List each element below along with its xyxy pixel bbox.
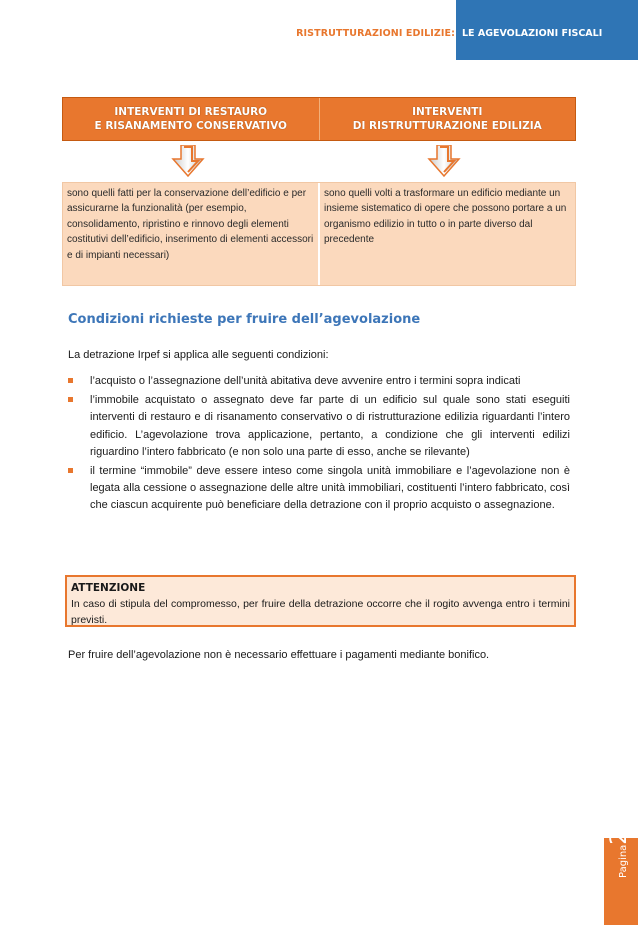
restauro-header-line1: INTERVENTI DI RESTAURO bbox=[114, 106, 268, 118]
ristrutturazione-header-line2: DI RISTRUTTURAZIONE EDILIZIA bbox=[352, 120, 542, 132]
restauro-description: sono quelli fatti per la conservazione dell’edificio e per assicurarne la funzionalità (per esempio, consolidamento, ripristino e rinnovo degli elementi costitutivi dell’edificio, inserimento di elementi accessori e di impianti necessari) bbox=[63, 183, 318, 285]
page-number-tab bbox=[604, 816, 638, 925]
attention-text: In caso di stipula del compromesso, per fruire della detrazione occorre che il rogito avvenga entro i termini previsti. bbox=[71, 598, 570, 626]
header-right-title: LE AGEVOLAZIONI FISCALI bbox=[456, 0, 638, 60]
ristrutturazione-header bbox=[319, 98, 576, 140]
square-bullet-icon bbox=[68, 397, 73, 402]
square-bullet-icon bbox=[68, 468, 73, 473]
attention-box bbox=[65, 575, 576, 627]
page-number bbox=[607, 817, 632, 878]
down-arrow-icon bbox=[427, 145, 461, 177]
list-item bbox=[68, 463, 570, 515]
ristrutturazione-header-line1: INTERVENTI bbox=[412, 106, 483, 118]
section-intro: La detrazione Irpef si applica alle seguenti condizioni: bbox=[68, 349, 329, 361]
restauro-header bbox=[63, 98, 319, 140]
ristrutturazione-description: sono quelli volti a trasformare un edificio mediante un insieme sistematico di opere che possono portare a un organismo edilizio in tutto o in parte diverso dal precedente bbox=[318, 183, 575, 285]
page-number-value: 23 bbox=[607, 816, 632, 845]
list-item-text: l’acquisto o l’assegnazione dell’unità abitativa deve avvenire entro i termini sopra indicati bbox=[90, 375, 521, 387]
header-left-title: RISTRUTTURAZIONI EDILIZIE: bbox=[296, 28, 455, 39]
conditions-list bbox=[68, 373, 570, 517]
list-item bbox=[68, 373, 570, 390]
down-arrow-icon bbox=[171, 145, 205, 177]
closing-paragraph: Per fruire dell’agevolazione non è necessario effettuare i pagamenti mediante bonifico. bbox=[68, 649, 490, 661]
attention-title: ATTENZIONE bbox=[71, 582, 146, 594]
section-heading: Condizioni richieste per fruire dell’agevolazione bbox=[68, 312, 421, 327]
restauro-header-line2: E RISANAMENTO CONSERVATIVO bbox=[94, 120, 287, 132]
list-item-text: il termine “immobile” deve essere inteso come singola unità immobiliare e l’agevolazione non è legata alla cessione o assegnazione delle altre unità immobiliari, costituenti l’intero fabbricato, così che ciascun acquirente può beneficiare della detrazione con il proprio acquisto o assegnazione. bbox=[90, 465, 570, 512]
square-bullet-icon bbox=[68, 378, 73, 383]
page-label: Pagina bbox=[618, 844, 629, 878]
list-item bbox=[68, 392, 570, 461]
intervention-types-table-body bbox=[62, 182, 576, 286]
list-item-text: l’immobile acquistato o assegnato deve far parte di un edificio sul quale sono stati eseguiti interventi di restauro e di risanamento conservativo o di ristrutturazione edilizia riguardanti l’intero edificio. L’agevolazione trova applicazione, pertanto, a condizione che gli interventi edilizi riguardino l’intero fabbricato (e non solo una parte di esso, anche se rilevante) bbox=[90, 394, 570, 458]
intervention-types-table-header bbox=[62, 97, 576, 141]
